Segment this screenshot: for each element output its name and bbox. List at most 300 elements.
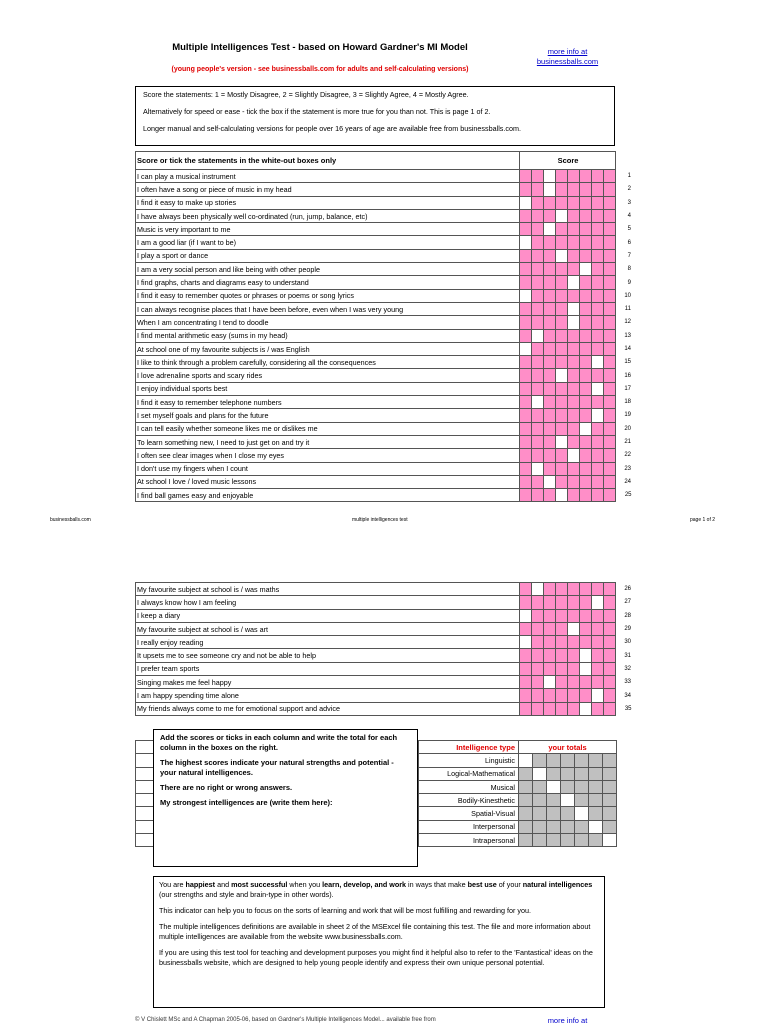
- statement-row: [136, 662, 632, 675]
- score-input-box[interactable]: [544, 170, 556, 183]
- score-blocked-box: [520, 396, 532, 409]
- score-blocked-box: [544, 422, 556, 435]
- score-blocked-box: [580, 596, 592, 609]
- score-blocked-box: [544, 276, 556, 289]
- score-blocked-box: [556, 676, 568, 689]
- statement-number: 10: [624, 292, 631, 299]
- statement-number: 30: [624, 639, 631, 646]
- statement-number: 6: [627, 239, 631, 246]
- score-blocked-box: [592, 462, 604, 475]
- score-blocked-box: [604, 702, 616, 715]
- statement-row: [136, 196, 632, 209]
- score-blocked-box: [580, 183, 592, 196]
- score-blocked-box: [520, 209, 532, 222]
- total-blocked-box: [589, 754, 603, 767]
- score-input-box[interactable]: [532, 396, 544, 409]
- statement-row: [136, 289, 632, 302]
- total-blocked-box: [575, 780, 589, 793]
- score-blocked-box: [580, 475, 592, 488]
- stub-boxes: [135, 740, 154, 847]
- score-input-box[interactable]: [556, 369, 568, 382]
- score-blocked-box: [568, 676, 580, 689]
- intro-line2: Alternatively for speed or ease - tick the box if the statement is more true for you than not. This is page 1 of 2.: [143, 107, 491, 116]
- total-blocked-box: [603, 807, 617, 820]
- total-blocked-box: [547, 767, 561, 780]
- score-blocked-box: [580, 316, 592, 329]
- score-blocked-box: [556, 662, 568, 675]
- score-input-box[interactable]: [592, 689, 604, 702]
- statements-table-page1: [135, 151, 632, 502]
- intelligence-type-header: Intelligence type: [419, 741, 519, 754]
- score-input-box[interactable]: [592, 382, 604, 395]
- page-title: Multiple Intelligences Test - based on Howard Gardner's MI Model: [172, 42, 468, 53]
- score-blocked-box: [520, 369, 532, 382]
- statement-text: I can always recognise places that I have been before, even when I was very young: [136, 302, 520, 315]
- score-blocked-box: [532, 689, 544, 702]
- score-blocked-box: [580, 289, 592, 302]
- score-blocked-box: [604, 609, 616, 622]
- statement-number: 11: [624, 306, 631, 313]
- statement-text: I can play a musical instrument: [136, 170, 520, 183]
- score-blocked-box: [568, 369, 580, 382]
- bottom-text-p1: [159, 880, 599, 900]
- score-input-box[interactable]: [568, 449, 580, 462]
- score-blocked-box: [544, 289, 556, 302]
- score-blocked-box: [544, 689, 556, 702]
- statement-row: [136, 649, 632, 662]
- score-blocked-box: [592, 702, 604, 715]
- score-blocked-box: [544, 316, 556, 329]
- score-blocked-box: [520, 435, 532, 448]
- statement-number: 3: [627, 199, 631, 206]
- total-input-box[interactable]: [575, 807, 589, 820]
- score-blocked-box: [544, 356, 556, 369]
- score-blocked-box: [556, 409, 568, 422]
- score-blocked-box: [532, 236, 544, 249]
- text-bold: happiest: [185, 880, 216, 889]
- score-blocked-box: [532, 475, 544, 488]
- total-blocked-box: [589, 807, 603, 820]
- score-blocked-box: [604, 196, 616, 209]
- statement-row: [136, 170, 632, 183]
- score-blocked-box: [592, 223, 604, 236]
- total-input-box[interactable]: [533, 767, 547, 780]
- score-blocked-box: [544, 409, 556, 422]
- score-blocked-box: [532, 435, 544, 448]
- score-blocked-box: [568, 702, 580, 715]
- score-input-box[interactable]: [544, 475, 556, 488]
- statement-row: [136, 263, 632, 276]
- score-blocked-box: [520, 676, 532, 689]
- score-blocked-box: [580, 209, 592, 222]
- bottom-text-p4: If you are using this test tool for teaching and development purposes you might find it helpful also to refer to the 'Fantastical' ideas on the businessballs website, which are designed to help young people identify and express their own unique personal potential.: [159, 948, 593, 967]
- score-input-box[interactable]: [592, 356, 604, 369]
- score-blocked-box: [556, 276, 568, 289]
- score-input-box[interactable]: [532, 583, 544, 596]
- bottom-text-p3: The multiple intelligences definitions are available in sheet 2 of the MSExcel file containing this test. The file and more information about multiple intelligences are available from the website www.businessballs.com.: [159, 922, 591, 941]
- score-blocked-box: [604, 462, 616, 475]
- statement-text: At school one of my favourite subjects is / was English: [136, 342, 520, 355]
- score-blocked-box: [580, 676, 592, 689]
- score-input-box[interactable]: [520, 342, 532, 355]
- statement-row: [136, 622, 632, 635]
- score-blocked-box: [532, 676, 544, 689]
- instructions-box: [153, 729, 418, 867]
- statement-text: I like to think through a problem carefully, considering all the consequences: [136, 356, 520, 369]
- statement-number: 29: [624, 626, 631, 633]
- score-input-box[interactable]: [592, 596, 604, 609]
- total-input-box[interactable]: [589, 820, 603, 833]
- total-blocked-box: [519, 767, 533, 780]
- stub-box: [136, 767, 154, 780]
- score-blocked-box: [520, 329, 532, 342]
- statements-column-header: Score or tick the statements in the white-out boxes only: [136, 152, 520, 170]
- score-blocked-box: [520, 276, 532, 289]
- total-blocked-box: [561, 807, 575, 820]
- score-blocked-box: [556, 609, 568, 622]
- score-input-box[interactable]: [520, 289, 532, 302]
- statement-text: Singing makes me feel happy: [136, 676, 520, 689]
- score-blocked-box: [520, 475, 532, 488]
- score-blocked-box: [568, 649, 580, 662]
- score-blocked-box: [592, 209, 604, 222]
- score-blocked-box: [532, 449, 544, 462]
- total-blocked-box: [589, 780, 603, 793]
- score-blocked-box: [592, 276, 604, 289]
- score-input-box[interactable]: [520, 196, 532, 209]
- score-input-box[interactable]: [556, 209, 568, 222]
- score-input-box[interactable]: [580, 422, 592, 435]
- statement-row: [136, 689, 632, 702]
- intelligence-type-label: Spatial-Visual: [419, 807, 519, 820]
- score-blocked-box: [544, 702, 556, 715]
- score-blocked-box: [592, 636, 604, 649]
- score-blocked-box: [532, 422, 544, 435]
- score-blocked-box: [532, 196, 544, 209]
- total-blocked-box: [603, 780, 617, 793]
- score-blocked-box: [556, 329, 568, 342]
- statement-text: I always know how I am feeling: [136, 596, 520, 609]
- bottom-text-p2: This indicator can help you to focus on the sorts of learning and work that will be most fulfilling and rewarding for you.: [159, 906, 531, 915]
- statement-number: 21: [624, 439, 631, 446]
- score-blocked-box: [544, 649, 556, 662]
- stub-box: [136, 794, 154, 807]
- intro-box: [135, 86, 615, 146]
- total-input-box[interactable]: [603, 834, 617, 847]
- score-input-box[interactable]: [532, 329, 544, 342]
- score-blocked-box: [556, 183, 568, 196]
- score-blocked-box: [532, 636, 544, 649]
- score-input-box[interactable]: [580, 662, 592, 675]
- score-input-box[interactable]: [568, 316, 580, 329]
- intelligence-type-label: Bodily-Kinesthetic: [419, 794, 519, 807]
- statement-text: I play a sport or dance: [136, 249, 520, 262]
- total-blocked-box: [589, 794, 603, 807]
- score-blocked-box: [520, 662, 532, 675]
- score-blocked-box: [592, 396, 604, 409]
- score-blocked-box: [532, 209, 544, 222]
- score-blocked-box: [556, 196, 568, 209]
- statement-text: I often see clear images when I close my eyes: [136, 449, 520, 462]
- score-blocked-box: [568, 356, 580, 369]
- score-input-box[interactable]: [544, 676, 556, 689]
- intro-line3: Longer manual and self-calculating versions for people over 16 years of age are available free from businessballs.com.: [143, 124, 521, 133]
- footer-center: multiple intelligences test: [352, 517, 408, 523]
- score-blocked-box: [532, 409, 544, 422]
- score-blocked-box: [556, 583, 568, 596]
- score-blocked-box: [580, 302, 592, 315]
- score-blocked-box: [604, 249, 616, 262]
- score-blocked-box: [580, 449, 592, 462]
- score-input-box[interactable]: [520, 609, 532, 622]
- score-blocked-box: [544, 662, 556, 675]
- score-blocked-box: [568, 170, 580, 183]
- score-input-box[interactable]: [556, 249, 568, 262]
- statement-text: I set myself goals and plans for the future: [136, 409, 520, 422]
- score-blocked-box: [604, 209, 616, 222]
- score-blocked-box: [592, 316, 604, 329]
- instructions-p1: Add the scores or ticks in each column and write the total for each column in the boxes on the right.: [160, 733, 398, 752]
- score-blocked-box: [580, 435, 592, 448]
- total-blocked-box: [519, 807, 533, 820]
- score-blocked-box: [592, 609, 604, 622]
- statement-row: [136, 249, 632, 262]
- score-input-box[interactable]: [568, 622, 580, 635]
- statement-row: [136, 489, 632, 502]
- score-blocked-box: [520, 596, 532, 609]
- intelligence-type-label: Intrapersonal: [419, 834, 519, 847]
- score-blocked-box: [556, 382, 568, 395]
- stub-box: [136, 807, 154, 820]
- score-blocked-box: [604, 583, 616, 596]
- score-blocked-box: [544, 596, 556, 609]
- score-blocked-box: [604, 382, 616, 395]
- score-input-box[interactable]: [520, 236, 532, 249]
- score-input-box[interactable]: [580, 649, 592, 662]
- score-blocked-box: [580, 583, 592, 596]
- score-blocked-box: [604, 662, 616, 675]
- statement-number: 12: [624, 319, 631, 326]
- score-blocked-box: [592, 196, 604, 209]
- score-blocked-box: [592, 263, 604, 276]
- score-blocked-box: [544, 302, 556, 315]
- statement-text: It upsets me to see someone cry and not be able to help: [136, 649, 520, 662]
- more-info-line2[interactable]: businessballs.com: [536, 57, 599, 66]
- score-blocked-box: [532, 316, 544, 329]
- score-blocked-box: [556, 316, 568, 329]
- text-bold: best use: [467, 880, 497, 889]
- total-blocked-box: [533, 754, 547, 767]
- score-blocked-box: [592, 649, 604, 662]
- score-blocked-box: [568, 475, 580, 488]
- statement-text: At school I love / loved music lessons: [136, 475, 520, 488]
- score-blocked-box: [604, 489, 616, 502]
- statement-text: I find it easy to make up stories: [136, 196, 520, 209]
- score-blocked-box: [544, 263, 556, 276]
- statement-text: I enjoy individual sports best: [136, 382, 520, 395]
- statement-row: [136, 422, 632, 435]
- bottom-text-box: [153, 876, 605, 1008]
- score-blocked-box: [604, 302, 616, 315]
- statement-text: I find it easy to remember quotes or phrases or poems or song lyrics: [136, 289, 520, 302]
- score-input-box[interactable]: [592, 409, 604, 422]
- statement-row: [136, 236, 632, 249]
- statement-number: 16: [624, 372, 631, 379]
- statement-number: 17: [624, 385, 631, 392]
- score-blocked-box: [580, 409, 592, 422]
- score-blocked-box: [532, 622, 544, 635]
- score-input-box[interactable]: [556, 435, 568, 448]
- score-blocked-box: [592, 289, 604, 302]
- score-input-box[interactable]: [544, 223, 556, 236]
- score-blocked-box: [520, 263, 532, 276]
- score-blocked-box: [604, 689, 616, 702]
- score-blocked-box: [568, 223, 580, 236]
- score-blocked-box: [568, 183, 580, 196]
- statement-number: 8: [627, 266, 631, 273]
- instructions-p4: My strongest intelligences are (write them here):: [160, 798, 333, 807]
- score-blocked-box: [544, 329, 556, 342]
- total-input-box[interactable]: [519, 754, 533, 767]
- score-blocked-box: [556, 462, 568, 475]
- stub-box: [136, 834, 154, 847]
- totals-row: [419, 807, 617, 820]
- score-blocked-box: [580, 249, 592, 262]
- statement-text: I find ball games easy and enjoyable: [136, 489, 520, 502]
- statement-row: [136, 276, 632, 289]
- statement-row: [136, 596, 632, 609]
- statement-text: I am happy spending time alone: [136, 689, 520, 702]
- statement-number: 13: [624, 332, 631, 339]
- score-blocked-box: [532, 596, 544, 609]
- total-blocked-box: [589, 767, 603, 780]
- more-info-line1[interactable]: more info at: [547, 47, 588, 56]
- score-blocked-box: [604, 329, 616, 342]
- score-blocked-box: [556, 396, 568, 409]
- score-input-box[interactable]: [544, 183, 556, 196]
- score-input-box[interactable]: [532, 462, 544, 475]
- score-blocked-box: [520, 223, 532, 236]
- statement-row: [136, 449, 632, 462]
- score-blocked-box: [532, 223, 544, 236]
- score-blocked-box: [592, 662, 604, 675]
- score-blocked-box: [556, 289, 568, 302]
- text-bold: most successful: [231, 880, 288, 889]
- score-blocked-box: [544, 435, 556, 448]
- score-blocked-box: [532, 289, 544, 302]
- score-blocked-box: [544, 449, 556, 462]
- score-blocked-box: [532, 609, 544, 622]
- score-blocked-box: [592, 342, 604, 355]
- score-blocked-box: [556, 689, 568, 702]
- statement-row: [136, 329, 632, 342]
- text-span: when you: [287, 880, 323, 889]
- statement-number: 20: [624, 425, 631, 432]
- statement-number: 4: [627, 213, 631, 220]
- statement-number: 7: [627, 252, 631, 259]
- score-input-box[interactable]: [568, 276, 580, 289]
- score-blocked-box: [568, 489, 580, 502]
- stub-box: [136, 780, 154, 793]
- statement-number: 14: [624, 346, 631, 352]
- total-blocked-box: [603, 794, 617, 807]
- score-blocked-box: [604, 223, 616, 236]
- score-blocked-box: [604, 435, 616, 448]
- more-info-bottom-line1[interactable]: more info at: [547, 1016, 588, 1024]
- score-input-box[interactable]: [520, 636, 532, 649]
- copyright: © V Chislett MSc and A Chapman 2005-06, based on Gardner's Multiple Intelligences Model... available free from: [135, 1017, 436, 1023]
- total-blocked-box: [533, 834, 547, 847]
- statement-row: [136, 369, 632, 382]
- score-blocked-box: [544, 249, 556, 262]
- total-blocked-box: [533, 820, 547, 833]
- score-blocked-box: [520, 702, 532, 715]
- score-blocked-box: [580, 329, 592, 342]
- instructions-p2: The highest scores indicate your natural strengths and potential - your natural intelligences.: [160, 758, 394, 777]
- score-blocked-box: [604, 636, 616, 649]
- statement-number: 24: [624, 478, 631, 485]
- statement-text: I don't use my fingers when I count: [136, 462, 520, 475]
- score-blocked-box: [592, 302, 604, 315]
- statement-text: I have always been physically well co-ordinated (run, jump, balance, etc): [136, 209, 520, 222]
- intro-line1: Score the statements: 1 = Mostly Disagree, 2 = Slightly Disagree, 3 = Slightly Agree, 4 = Mostly Agree.: [143, 90, 469, 99]
- statement-number: 22: [624, 452, 631, 459]
- total-input-box[interactable]: [561, 794, 575, 807]
- score-blocked-box: [532, 342, 544, 355]
- statement-number: 1: [627, 173, 631, 180]
- total-blocked-box: [519, 820, 533, 833]
- score-blocked-box: [556, 449, 568, 462]
- score-blocked-box: [580, 223, 592, 236]
- total-blocked-box: [547, 820, 561, 833]
- score-blocked-box: [568, 263, 580, 276]
- statement-text: I am a very social person and like being with other people: [136, 263, 520, 276]
- total-input-box[interactable]: [547, 780, 561, 793]
- score-blocked-box: [604, 622, 616, 635]
- total-blocked-box: [575, 834, 589, 847]
- total-blocked-box: [533, 794, 547, 807]
- score-blocked-box: [568, 583, 580, 596]
- score-blocked-box: [580, 382, 592, 395]
- score-input-box[interactable]: [568, 302, 580, 315]
- score-blocked-box: [520, 622, 532, 635]
- statement-row: [136, 382, 632, 395]
- statement-text: My favourite subject at school is / was maths: [136, 583, 520, 596]
- score-blocked-box: [568, 209, 580, 222]
- text-bold: natural intelligences: [522, 880, 593, 889]
- score-blocked-box: [604, 422, 616, 435]
- score-blocked-box: [604, 316, 616, 329]
- score-blocked-box: [532, 302, 544, 315]
- statement-text: I prefer team sports: [136, 662, 520, 675]
- score-input-box[interactable]: [556, 489, 568, 502]
- score-blocked-box: [532, 649, 544, 662]
- total-blocked-box: [561, 780, 575, 793]
- score-blocked-box: [568, 596, 580, 609]
- score-blocked-box: [604, 649, 616, 662]
- total-blocked-box: [561, 834, 575, 847]
- statement-row: [136, 636, 632, 649]
- stub-box: [136, 754, 154, 767]
- score-input-box[interactable]: [580, 263, 592, 276]
- score-blocked-box: [592, 489, 604, 502]
- score-input-box[interactable]: [580, 702, 592, 715]
- more-info-link[interactable]: [530, 47, 605, 67]
- score-blocked-box: [556, 649, 568, 662]
- text-span: of your: [496, 880, 523, 889]
- more-info-link-bottom[interactable]: [530, 1016, 605, 1024]
- score-blocked-box: [556, 302, 568, 315]
